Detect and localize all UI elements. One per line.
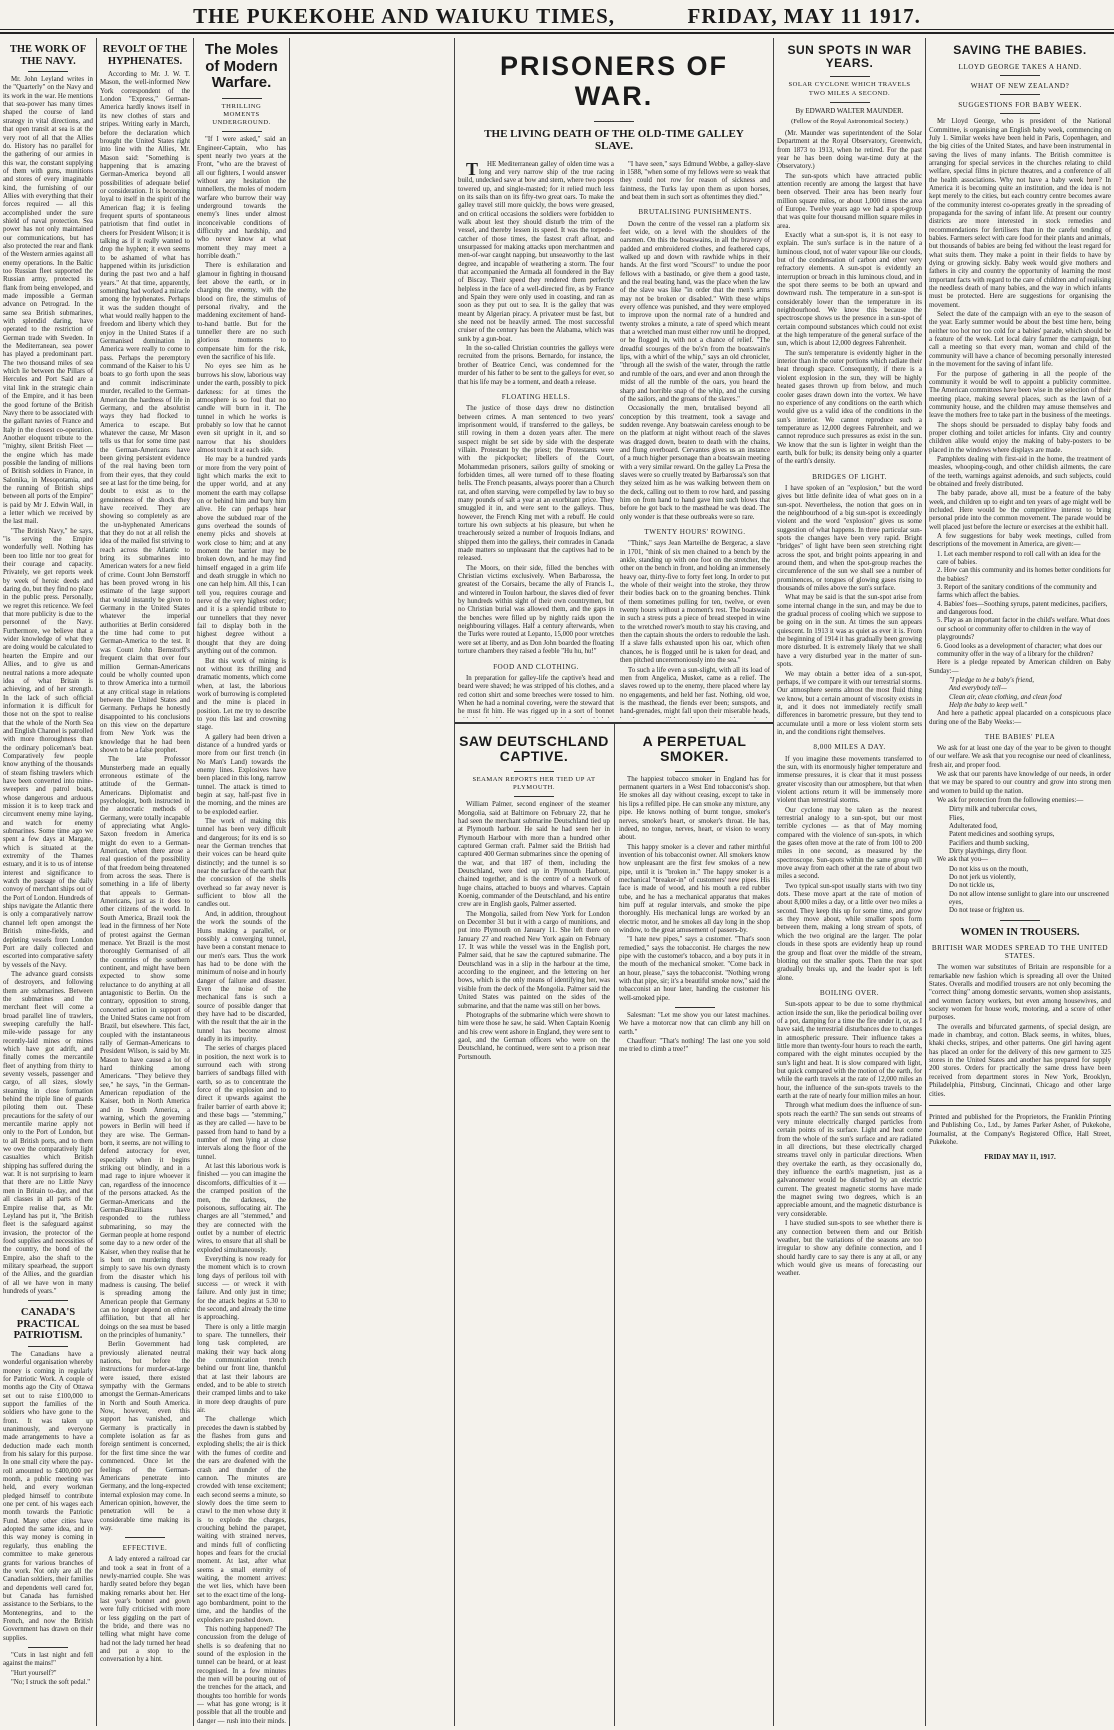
paragraph: Exactly what a sun-spot is, it is not easy to explain. The sun's surface is in the nature of a luminous cloud, not of water vapour like our clouds, but of the condensation of carbon and other very refractory elements. A sun-spot is evidently an interruption or breach in this luminous cloud, and in the spot there seems to be both an upward and downward rush. The temperature in a sun-spot is considerably lower than the temperature in its neighbourhood. We know this because the spectroscope shows us the presence in a sun-spot of certain compound substances which could not exist at the high temperature of the general surface of the sun, which is about 12,000 degrees Fahrenheit. — [777, 231, 922, 348]
paragraph: William Palmer, second engineer of the steamer Mongolia, said at Baltimore on February 22, that he had seen the merchant submarine Deutschland tied up at Plymouth harbour. He said he had seen her in Plymouth Harbour with more than a hundred other captured German craft. Palmer said the British had captured 400 German submarines since the opening of the war, and that 187 of them, including the Deutschland, were tied up in Plymouth Harbour, chained together, and is the centre of a network of huge chains, attached to buoys and wharves. Captain Koenig, commander of the Deutschland, and his entire crew are in English gaols, Palmer asserted. — [458, 801, 610, 909]
section-heading: BRIDGES OF LIGHT. — [812, 472, 887, 481]
paragraph: The sun's temperature is evidently higher in the interior than in the outer portions which radiate their heat through space. Consequently, if there is a violent explosion in the sun, they will be highly heated gases thrown up from below, and much cooler gases drawn down into the vortex. We have no experience of any conditions on the earth which would give us a valid idea of the conditions in the sun's interior. We cannot reproduce such a temperature as 12,000 degrees Fahrenheit, and we cannot reproduce such pressures as exist in the sun. We know that the sun is lighter in weight than the earth, bulk for bulk; its density being only a quarter of the earth's density. — [777, 349, 922, 466]
list-item: Do not tease or frighten us. — [949, 907, 1025, 915]
paragraph: In the so-called Christian countries the galleys were recruited from the prisons. Bernardo, for instance, the brother of Beatrice Cenci, was condemned for the murder of his father to be sent to the galleys for ever, so that his life may be a torment, and death a release. — [458, 345, 614, 386]
section-heading: FOOD AND CLOTHING. — [493, 662, 579, 671]
article-subhead: THRILLING MOMENTS UNDERGROUND. — [212, 102, 271, 126]
paragraph: We may obtain a better idea of a sun-spot, perhaps, if we compare it with our terrestrial storms. Our atmosphere seems almost the most fluid thing we know, but a certain amount of viscosity exists in it, and it does not immediately rectify small differences in barometric pressure, but they tend to accumulate until a more or less violent storm sets in, and the conditions right themselves. — [777, 670, 922, 736]
pledge-line: And everybody tell— — [949, 685, 1007, 693]
joke — [3, 1652, 93, 1687]
paragraph: For the purpose of gathering in all the people of the community it would be well to appoint a publicity committee. The American committees have been wise in the selection of their meeting place, making several places, such as the lawn of a community house, and the children may amuse themselves and leave the mothers free to take part in the business of the meetings. — [929, 370, 1111, 420]
article-body — [100, 71, 190, 1533]
list-item: 6. Good looks as a development of character; what does our community offer in the way of a library for the children? — [937, 642, 1103, 658]
list-item: 2. How can this community and its homes better conditions for the babies? — [937, 567, 1111, 583]
masthead-paper-name: THE PUKEKOHE AND WAIUKU TIMES, — [193, 3, 616, 28]
article-body-left — [458, 158, 614, 718]
paragraph: He may be a hundred yards or more from the very point of light which marks the exit to the upper world, and at any moment the earth may collapse on or behind him and bury him alive. He can perhaps hear above the subdued roar of the guns overhead the sounds of enemy picks and shovels at work close to him; and at any moment the barrier may be broken down, and he may find himself engaged in a grim life and death struggle in which no one can help him. All this, I can tell you, requires courage and nerve of the very highest order; and it is a splendid tribute to our tunnellers that they never fail to display both in the highest degree without a thought that they are doing anything out of the common. — [197, 456, 286, 656]
paragraph: The advance guard consists of destroyers, and following them are submarines. Between the submarines and the merchant fleet will come a broad parallel line of trawlers, sweeping carefully the half-mile-wide passage for any recently-laid mines or mines which have got adrift, and finally comes the mercantile fleet of anything from thirty to seventy vessels, passenger and cargo, of all sizes, slowly steaming in close formation behind the triple line of guards piloting them out. These precautions for the safety of our mercantile marine apply not only to the Port of London, but to all British ports, and to them we owe the comparatively light casualties which British shipping has suffered during the war. It is not surprising to learn that there are no Little Navy men in Britain to-day, and that all classes in all parts of the Empire realise that, as Mr. Leyland has put it, "the British fleet is the safeguard against invasion, the protector of the food supplies and necessities of the country, the bond of the Empire, also the shaft to the military spearhead, the support of the Allies, and the guardian of all we have won in many hundreds of years." — [3, 970, 93, 1295]
list-item: Do not kiss us on the mouth, — [949, 865, 1029, 873]
enemies-list — [929, 806, 1111, 856]
paragraph: The late Professor Munsterberg made an equally erroneous estimate of the attitude of the German-Americans. Diplomatist and psychologist, both instructed in the autocratic methods of Germany, were totally incapable of appreciating what Anglo-Saxon freedom in America might do even to a German-American, when there arose a real question of the possibility of that freedom being threatened from across the seas. There is something in a life of liberty that appeals to German-Americans, just as it does to other citizens of the world. In South America, Brazil took the lead in the firmness of her Note of protest against the German menace. Yet Brazil is the most thoroughly Germanised of all the countries of the southern continent, and might have been expected to show some reluctance to do anything at all antagonistic to Berlin. On the contrary, opposition to strong, concerted action in support of the United States came not from Brazil, but elsewhere. This fact, coupled with the instantaneous rally of German-Americans to President Wilson, is said by Mr. Mason to have caused a lot of hard thinking among Americans. "They believe they see," he says, "in the German-American repudiation of the Kaiser, both in North America and in South America, a warning, which the governing powers in Berlin will heed if they are wise. The German-born, it seems, are not willing to defend autocracy for ever, especially when it begins striking out blindly, and in a mad rage to injure whoever it can, regardless of the innocence of the persons attacked. As the German-Americans and the German-Brazilians have responded to the ruthless submarining, so may the German people at home respond some day to a new order of the Kaiser, when they realise that he is bent on murdering them simply to save his own dynasty from the disaster which his madness is causing. The belief is spreading among the American people that Germany can no longer depend on ethnic affiliation, but that all her doings on the sea must be based on the principles of humanity." — [100, 756, 190, 1339]
masthead — [0, 0, 1114, 34]
paragraph: Two typical sun-spot usually starts with two tiny dots. These move apart at the rate of motion of about 8,000 miles a day, or a little over two miles a second. They keep this up for some time, and grow as they move about, while smaller spots form between them, making a long stream of spots, of which the two original are the larger. The polar clouds in these spots are evidently heap up round the group and float over the middle of the stream, blotting out the smaller spots. Then the rear spot gradually breaks up, and the leader spot is left alone. — [777, 882, 922, 982]
paragraph: "If I were asked," said an Engineer-Captain, who has spent nearly two years at the Front, "who are the bravest of all our fighters, I would answer without any hesitation the tunnellers, the moles of modern warfare who burrow their way underground towards the enemy's lines under almost inconceivable conditions of difficulty and hardship, and who never know at what moment they may meet a horrible death." — [197, 136, 286, 261]
section-heading: FLOATING HELLS. — [501, 392, 571, 401]
paragraph: The overalls and bifurcated garments, of special design, are made in chambray, and cotton. Black seems, in whites, blues, khaki checks, stripes, and other patterns. One girl having agent has placed an order for the delivery of this new garment to 325 stores in the United States and another has prepared for supply 200 stores. Orders for practically the same dress have been received from department stores in New York, Brooklyn, Philadelphia, Pittsburg, Cincinnati, Chicago and other large cities. — [929, 1023, 1111, 1098]
article-deutschland — [455, 728, 613, 1726]
paragraph: Everything is now ready for the moment which is to crown long days of perilous toil with success — or wreck it with failure. And only just in time; for the attack begins at 5.30 to the second, and already the time is approaching. — [197, 1255, 286, 1322]
article-subhead: SEAMAN REPORTS HER TIED UP AT PLYMOUTH. — [472, 775, 596, 792]
joke-line: "No; I struck the soft pedal." — [11, 1678, 91, 1686]
paragraph: This nothing happened? The concussion from the deluge of shells is so deafening that no sound of the explosion in the tunnel can be heard, or at least recognised. In a few minutes the men will be pouring out of the trenches for the attack, and thoughts too horrible for words — what has gone wrong; is it possible that all the trouble and danger — rush into their minds. — [197, 1626, 286, 1725]
article-body — [929, 659, 1111, 676]
article-body — [929, 964, 1111, 1099]
article-body — [3, 1351, 93, 1643]
paragraph: Through what medium does the influence of sun-spots reach the earth? The sun sends out streams of very minute electrically charged particles from certain points of its surface. Light and heat come from the whole of the sun's surface and are radiated in all directions, but these electrically charged streams travel only in particular directions. When they overtake the earth, as they occasionally do, they influence the earth's magnetism, just as a galvanometer would be disturbed by an electric current. The greatest magnetic storms have made the magnet swing two degrees, which is an appreciable amount, and the magnetic disturbance is very considerable. — [777, 1102, 922, 1218]
paragraph: To such a life even a sun-slight, with all its load of men from Angelica, Musket, came as a relief. The slaves rowed up to the enemy, there placed where lay no engagements, and held her fast. Nothing, old woe, is the masthead, the fiends ever been; sunspots, and hand-grenades, might fall upon their miserable heads, — [620, 666, 770, 716]
paragraph: We ask for at least one day of the year to be given to thought of our welfare. We ask that you recognise our need of cleanliness, fresh air, and proper food. — [929, 744, 1111, 769]
paragraph: And here a pathetic appeal placarded on a conspicuous place during one of the Baby Weeks:— — [929, 710, 1111, 726]
paragraph: I have studied sun-spots to see whether there is any connection between them and our British weather, but the variations of the seasons are too irregular to show any definite connection, and I should hardly care to say there is any at all, or any which would give us means of forecasting our weather. — [777, 1220, 922, 1278]
paragraph: We ask that you— — [937, 856, 988, 864]
paragraph: Here is a pledge repeated by American children on Baby Sunday:— — [929, 659, 1111, 675]
paragraph: There is only a little margin to spare. The tunnellers, their long task completed, are making their way back along the communication trench behind our front line, thankful that at last their labours are ended, and to be able to stretch their cramped limbs and to take in more deep draughts of pure air. — [197, 1323, 286, 1415]
masthead-date: FRIDAY, MAY 11 1917. — [687, 3, 921, 28]
pledge-line: "I pledge to be a baby's friend, — [949, 676, 1034, 684]
article-headline: A PERPETUAL SMOKER. — [642, 733, 747, 765]
article-body — [197, 136, 286, 1726]
article-headline: WOMEN IN TROUSERS. — [960, 926, 1080, 938]
paragraph: But this work of mining is not without its thrilling and dramatic moments, which come when, at last, the laborious work of burrowing is completed and the mine is placed in position. Let me try to describe to you this last and crowning stage. — [197, 657, 286, 732]
article-headline: CANADA'S PRACTICAL PATRIOTISM. — [13, 1307, 83, 1342]
paragraph: THE Mediterranean galley of olden time was a long and very narrow ship of the true racing build, undecked save at bow and stern, where two poops towered up, and single-masted; for it relied much less on its sails than on its fifty-two great oars. To make the galley travel still more quickly, the bows were greased, and on critical occasions the soldiers were forbidden to walk about lest they should disturb the trim of the vessel, and thereby lessen its speed. It was the torpedo-catcher of those times, the fastest craft afloat, and unsurpassed for making attacks upon merchantmen and men-of-war caught napping, but unseaworthy to the last degree, and incapable of weathering a storm. The four that accompanied the Armada all foundered in the Bay of Biscay. Their speed they rendered them perfectly helpless in the face of a well-directed fire, as by France and Spain they were only used in coasting, and ran as soon as they put out to sea. It is the galley that was meant by Algerian piracy. A privateer must be fast, but she need not be heavily armed. The most successful cruiser of the century has been the Alabama, which was sunk by a gun-boat. — [458, 158, 614, 343]
list-item: 3. Report of the sanitary conditions of the community and farms which affect the babies. — [937, 584, 1097, 600]
paragraph: There is exhilaration and glamour in fighting in thousand feet above the earth, or in charging the enemy, with the blood on fire, the stimulus of personal rivalry, and the maddening excitement of hand-to-hand battle. But for the tunneller there are no such glorious moments to compensate him for the risk, even the sacrifice of his life. — [197, 262, 286, 362]
article-headline: THE WORK OF THE NAVY. — [9, 44, 87, 67]
column-navy — [0, 38, 96, 1726]
list-item: Pacifiers and thumb sucking, — [949, 839, 1029, 847]
paragraph: A lady entered a railroad car and took a seat in front of a newly-married couple. She was hardly seated before they began making remarks about her. Her last year's bonnet and gown were fully criticised with more or less giggling on the part of the bride, and there was no telling what might have come had not the lady turned her head and put a stop to the conversation by a hint. — [100, 1556, 190, 1664]
article-headline: PRISONERS OF WAR. — [499, 51, 729, 111]
article-prisoners — [455, 38, 773, 718]
list-item: Patent medicines and soothing syrups, — [949, 831, 1055, 839]
list-item: Adulterated food, — [949, 823, 998, 831]
article-body — [929, 118, 1111, 550]
article-headline: SAW DEUTSCHLAND CAPTIVE. — [459, 733, 609, 765]
paragraph: The Mongolia, sailed from New York for London on December 31 but it with a cargo of munitions, and put into Plymouth on January 11. She left there on January 27 and reached New York again on February 17. It was while the vessel was in the English port, Palmer said, that he saw the captured submarine. The Deutschland was in a slip in the harbour at the time, according to the engineer, and the lettering on her bows, which is the only means of identifying her, was visible from the deck of the Mongolia. Palmer said the United States was painted on the sides of the submarine, and that the name was still on her bows. — [458, 910, 610, 1010]
list-item: Dirty milk and tubercular cows, — [949, 806, 1037, 814]
paragraph: The baby parade, above all, must be a feature of the baby week, and children up to eight and ten years of age might well be included. Here would be the competitive interest to bring personal pride into the common movement. The parade would be well placed just before the lecture or exercises at the exhibit hall. — [929, 490, 1111, 531]
article-smoker — [616, 728, 773, 1726]
paragraph: Photographs of the submarine which were shown to him were those he saw, he said. When Captain Koenig and his crew went ashore in England, they were sent to gaol, and the German officers who were on the Deutschland, he continued, were sent to a prison near Portsmouth. — [458, 1011, 610, 1061]
list-item: 1. Let each member respond to roll call with an idea for the care of babies. — [937, 550, 1101, 567]
pledge-line: Clean air, clean clothing, and clean food — [949, 693, 1062, 701]
paragraph: The happiest tobacco smoker in England has for permanent quarters in a West End tobacconist's shop. He smokes all day without ceasing, except to take in his lips a refilled pipe. He can smoke any mixture, any pipe. He knows nothing of burnt tongue, smoker's nerves, smoker's heart, or smoker's throat. He has, indeed, no tongue, nerves, heart, or vision to worry about. — [619, 775, 770, 842]
paragraph: Sun-spots appear to be due to some rhythmical action inside the sun, like the periodical boiling over of a pot, damping for a time the fire under it, or, as I have said, the terrestrial disturbances due to changes in atmospheric pressure. Their influence takes a little more than twenty-four hours to reach the earth, compared with the eight minutes occupied by the sun's light and heat. It is slow compared with light, but quick compared with the motion of the earth, for while the earth travels at the rate of 12,000 miles an hour, the influence of the sun-spots travels to the earth at the rate of nearly four million miles an hour. — [777, 1001, 922, 1100]
column-divider — [289, 38, 290, 1726]
paragraph: "I have seen," says Edmund Webbe, a galley-slave in 1588, "when some of my fellows were so weak that they could not row for reason of sickness and faintness, the Turks lay upon them as upon horses, and beat them in such sort as oftentimes they died." — [620, 160, 770, 201]
printer-notice: Printed and published for the Proprietors, the Franklin Printing and Publishing Co., Ltd., by James Parker Asher, of Pukekohe, Journalist, at the Company's Registered Office, Hall Street, Pukekohe. — [929, 1105, 1111, 1147]
article-body — [100, 1556, 190, 1664]
paragraph: Pamphlets dealing with first-aid in the home, the treatment of measles, whooping-cough, and other childish ailments, the care of the teeth, warnings against adenoids, and such subjects, could be obtained and freely distributed. — [929, 455, 1111, 488]
joke-line: Chauffeur: "That's nothing! The last one you sold me tried to climb a tree!" — [619, 1038, 770, 1054]
paragraph: The sun-spots which have attracted public attention recently are among the largest that have been observed. Their area has been nearly four million square miles, or about 1,000 times the area of Europe. Twelve years ago we had a spot-group that was quite four thousand million square miles in area. — [777, 172, 922, 230]
paragraph: What may be said is that the sun-spot arise from some internal change in the sun, and may be due to the gradual process of cooling which we suppose to be going on in the sun. At times the sun appears quiescent. In 1913 it was as quiet as ever it is. From the beginning of 1914 it has gradually been growing more disturbed. It is extremely likely that we shall have a very disturbed year in the matter of sun-spots. — [777, 594, 922, 669]
joke-line: "Cuts in last night and fell against the mains!" — [3, 1651, 93, 1668]
article-subheadline: THE LIVING DEATH OF THE OLD-TIME GALLEY SLAVE. — [484, 128, 744, 153]
article-subhead: BRITISH WAR MODES SPREAD TO THE UNITED STATES. — [931, 944, 1109, 961]
article-subhead: SOLAR CYCLONE WHICH TRAVELS TWO MILES A SECOND. — [788, 81, 911, 97]
article-body — [929, 710, 1111, 727]
paragraph: And, in addition, throughout the work the sounds of the Huns making a parallel, or possibly a converging tunnel, have been a constant menace to our men's ears. Thus the work has had to be done with the minimum of noise and in hourly danger of failure and disaster. Even the noise of the mechanical fans is such a source of possible danger that they have had to be discarded, with the result that the air in the tunnel has become almost deadly in its impurity. — [197, 910, 286, 1043]
paragraph: The challenge which precedes the dawn is stabbed by the flashes from guns and exploding shells; the air is thick with the fumes of cordite and the ears are deafened with the crash and thunder of the cannon. The minutes are crowded with tense excitement; each second seems a minute, so slowly does the time seem to crawl to the men whose duty it is to explode the charges, crouching behind the parapet, waiting with strained nerves, and minds full of conflicting hopes and fears for the crucial moment. At last, after what seems a small eternity of waiting, the moment arrives: the wet lies, which have been set to the exact time of the long-ago bombardment, point to the time, and the handles of the exploders are pushed down. — [197, 1416, 286, 1624]
column-hyphenates — [97, 38, 193, 1726]
section-heading: BRUTALISING PUNISHMENTS. — [638, 208, 752, 217]
paragraph: The series of charges placed in position, the next work is to surround each with strong barriers of sandbags filled with earth, so as to concentrate the force of the explosion and to direct it upwards against the frailer barrier of earth above it; and these bags — "stemming," as they are called — have to be passed from hand to hand by a number of men lying at close intervals along the floor of the tunnel. — [197, 1045, 286, 1161]
joke — [619, 1012, 770, 1055]
paragraph: The shops should be persuaded to display baby foods and proper clothing and toilet articles for infants. City and country children alike would enjoy the making of baby-posters to be placed in the windows where displays are made. — [929, 421, 1111, 454]
article-subhead: LLOYD GEORGE TAKES A HAND. — [958, 63, 1082, 72]
paragraph: Occasionally the men, brutalised beyond all conception by this treatment, took a savage and sudden revenge. Any boatswain careless enough to be on the platform at night without reach of the slaves was dragged down, beaten to death with the chains, and flung overboard. Cervantes gives us an instance of a much higher personage than a boatswain meeting with a very similar reward. On the galley La Presa the slaves were so cruelly treated by Barbarossa's son that they seized him as he was walking between them on the deck, calling out to them to row hard, and passing him on from hand to hand gave him such blows that before he got back to the masthead he was dead. The only wonder is that these outbreaks were so rare. — [620, 405, 770, 521]
article-headline: SAVING THE BABIES. — [953, 43, 1087, 57]
list-item: 4. Babies' foes—Soothing syrups, patent medicines, pacifiers, and dangerous food. — [937, 600, 1108, 617]
article-body — [3, 76, 93, 1296]
paragraph: I have spoken of an "explosion," but the word gives but little definite idea of what goes on in a sun-spot. Nevertheless, the notion that goes on in the neighbourhood of a big sun-spot is exceedingly violent and the word "explosion" gives us some suggestion of what happens. In three particular sun-spots the changes have been very rapid. Bright "bridges" of light have been seen stretching right across the spot, and bright points appearing in and around them, and when the spot-group reaches the circumference of the sun we shall see a number of prominences, or tongues of glowing gases rising to thousands of miles above the sun's surface. — [777, 484, 922, 593]
joke-line: Salesman: "Let me show you our latest machines. We have a motorcar now that can climb any hill on earth." — [619, 1012, 770, 1036]
article-body — [619, 776, 770, 1003]
paragraph: According to Mr. J. W. T. Mason, the well-informed New York correspondent of the London "Express," German-America hardly knows itself in its new clothes of stars and stripes. Writing early in March, before the declaration which brought the United States right into line with the Allies, Mr. Mason said: "Something is happening that is amazing German-America beyond all possibilities of adequate belief or consideration. It is becoming loyal to itself in the spirit of the American flag; it is feeling frequent spurts of spontaneous patriotism that find outlet in cheers for President Wilson; it is talking as if it really wanted to drop the hyphen; it even seems to be ashamed of what has happened within its jurisdiction during the past two and a half years." At that time, apparently, something had worked a miracle among the hyphenates. Perhaps it was the sudden thought of what would really happen to the freedom and liberty which they enjoy in the United States if a Germanised domination in America were really to come to pass. Perhaps the peremptory command of the Kaiser to his U boats to go forth upon the seas and commit indiscriminate murder, recalled to the German-American the hardness of life in Germany, and the absolutist ways they had flocked to America to escape. But whatever the cause, Mr Mason tells us that for some time past the German-Americans have been giving persistent evidence of the real having been torn from their eyes, that they could see at last for the time being, for doubt to exist as to the genuineness of the shock they have received. They are showing so completely as are the un-hyphenated Americans that they do not at all relish the idea of the mailed fist striving to reach across the Atlantic to bring its submarines into American waters for a new field of crime. Count John Bernstorff has been proved wrong in his estimate of the large support that would instantly be given to Germany in the United States whatever the imperial authorities at Berlin considered the time had come to put German-America to the test. It was Count John Bernstorff's frequent claim that over four million German-Americans could be wholly counted upon to throw America into a turmoil at any critical stage in relations between the United States and Germany. Perhaps he honestly disappointed to his conclusions on this view on the departure from New York was the knowledge that he had been shown to be a false prophet. — [100, 71, 190, 754]
suggestion-list — [929, 551, 1111, 659]
article-body-right — [620, 161, 770, 718]
section-heading: TWENTY HOURS' ROWING. — [644, 528, 746, 536]
column-divider — [614, 724, 615, 1726]
paragraph: At last this laborious work is finished — you can imagine the discomforts, difficulties of it — the cramped position of the men, the darkness, the poisonous, suffocating air. The charges are all "stemmed," and they are connected with the outlet by a number of electric wires, to ensure that all shall be exploded simultaneously. — [197, 1163, 286, 1254]
list-item: Flies, — [949, 814, 965, 822]
paragraph: Mr Lloyd George, who is president of the National Committee, is organising an English baby week, commencing on July 1. Similar weeks have been held in Paris, Copenhagen, and the big cities of the United States, and have been instrumental in saving the lives of many infants. The British committee is arranging for special services in the churches relating to child welfare, special films in picture theatres, and a conference of all the health associations. Why not have a baby week here? In America it is becoming quite an institution, and the idea is not kept merely to the cities, but each country centre becomes aware of the community interest co-operates greatly in the spreading of propaganda for the saving of infant life. At present our country districts are more interested in stock remedies and recommendations for fertilisers than in the careful tending of babies. Farmers select with care food for their plants and animals, but thousands of babies are being fed without the least regard for what suits them. They make a point in their fields to have by dying or growing sickly. Baby week would give mothers and fathers in city and country the opportunity of learning the most important facts with regard to the care of children and of realising the needless death of many babies, and the way in which infants must be protected. Here are suggestions for organising the movement. — [929, 118, 1111, 309]
paragraph: In preparation for galley-life the captive's head and beard were shaved; he was stripped of his clothes, and a red cotton shirt and some breeches were tossed to him. When he had a nominal covering, were the steward that he must fit him. He was rigged up in a sort of bonnet — [458, 674, 614, 716]
list-item: Do not jerk us violently, — [949, 874, 1016, 882]
article-body — [929, 745, 1111, 805]
article-body — [929, 856, 1111, 864]
asks-list — [929, 866, 1111, 916]
intro-note: (Mr. Maunder was superintendent of the Solar Department at the Royal Observatory, Greenwich, from 1873 to 1913, when he retired. For the past year he has been doing war-time duty at the Observatory.) — [777, 129, 922, 171]
section-heading: EFFECTIVE. — [122, 1544, 168, 1553]
article-body — [458, 801, 610, 1062]
paragraph: The Moors, on their side, filled the benches with Christian victims exclusively. When Barbarossa, the greatest of the Corsairs, became the ally of Francis I., and wintered in Toulon harbour, the slaves died of fever by hundreds within sight of their own countrymen, but no Christian burial was allowed them, and the gaps in the benches were filled up by nightly raids upon the neighbouring villages. Half a century afterwards, when the Turks were routed at Lepanto, 15,000 poor wretches were set at liberty, and as Don John boarded the floating torture chambers they raised a feeble "Hu hu, hu!" — [458, 564, 614, 656]
paragraph: The justice of those days drew no distinction between crimes. A man sentenced to two years' imprisonment would, if transferred to the galleys, be still rowing in them a dozen years after. The mere suspect might be set side by side with the desperate villain. Protestant by the priest; the Protestants were with the pickpocket; libellers of the Court, Mohammedan prisoners, sailors guilty of smoking or forbidden times, all were turned off to these floating hells. The French peasants, always poorer than a Church rat, and often starving, were compelled by law to buy so many pounds of salt a year at an exorbitant price. They smuggled it in, and were sent to the galleys. Thus, however, the French King met with a rebuff. He could torture his own subjects at his pleasure, but when he treacherously seized a number of Iroquois Indians, and shipped them into the galleys, their comrades in Canada made matters so unpleasant that the captives had to be released. — [458, 405, 614, 563]
paragraph: The work of making this tunnel has been very difficult and dangerous; for its end is so near the German trenches that their voices can be heard quite distinctly; and the tunnel is so near the surface of the earth that the concussion of the shells overhead so far away never is sufficient to blow all the candles out. — [197, 818, 286, 909]
article-headline: The Moles of Modern Warfare. — [204, 41, 279, 91]
paragraph: Our cyclone may be taken as the nearest terrestrial analogy to a sun-spot, but our most terrible cyclones — as that of May morning compared with the violence of sun-spots, in which the gases often move at the rate of from 100 to 200 miles in one second, as measured by the spectroscope. Sun-spots within the same group will move away from each other at the rate of about two miles a second. — [777, 806, 922, 881]
column-moles — [194, 38, 289, 1726]
masthead-title — [193, 4, 921, 29]
paragraph: This happy smoker is a clever and rather mirthful invention of his tobacconist owner. All smokers know how unpleasant are the first few smokes of a new pipe, until it is "broken in." The happy smoker is a mechanical "breaker-in" of customers' new pipes. His face is made of wood, and his mouth a red rubber tube, and he has a mechanical apparatus that makes him puff at regular intervals, and smoke the pipe thoroughly. His mechanical lungs are worked by an electric motor, and he smokes all day long in the shop window, to the great amusement of passers-by. — [619, 843, 770, 934]
byline-credentials: (Fellow of the Royal Astronomical Society.) — [791, 117, 908, 125]
article-headline: SUN SPOTS IN WAR YEARS. — [787, 43, 912, 71]
article-subhead: SUGGESTIONS FOR BABY WEEK. — [958, 101, 1082, 110]
paragraph: Select the date of the campaign with an eye to the season of the year. Early summer would be about the best time here, being neither too hot nor too cold for a babies' parade, which should be a feature of the week. Let local dairy farmer the campaign, but call a meeting so that every man, woman and child of the community will have a chance of becoming personally interested in the movement for the saving of infant life. — [929, 311, 1111, 369]
paragraph: If you imagine these movements transferred to the sun, with its enormously higher temperature and immense pressures, it is clear that it must possess greater viscosity than our atmosphere, but that when violent actions return it will be immensely more violent than terrestrial storms. — [777, 755, 922, 805]
paragraph: "Think," says Jean Marteilhe de Bergerac, a slave in 1701, "think of six men chained to a bench by the ankle, standing up with one foot on the stretcher, the other on the bench in front, and holding an immensely heavy oar, thirty-five to forty feet long. In order to put the whole of their weight into the stroke, they throw their bodies back on to the groaning benches. Think of them sometimes pulling for ten, twelve, or even twenty hours without a moment's rest. The boatswain in such a stress puts a piece of bread steeped in wine to the wretched rower's mouth to stay his craving, and then the captain shouts the orders to redouble the lash. If a slave falls exhausted upon his oar, which often chances, he is flogged until he is taken for dead, and then pitched unceremoniously into the sea." — [620, 540, 770, 665]
paragraph: A gallery had been driven a distance of a hundred yards or more from our first trench (in No Man's Land) towards the enemy lines. Explosives have been placed in this long, narrow tunnel. The attack is timed to begin at say, half-past five in the morning, and the mines are to be exploded earlier. — [197, 733, 286, 816]
column-sunspots — [774, 38, 925, 1726]
paragraph: We ask for protection from the following enemies:— — [937, 797, 1084, 804]
column-babies — [926, 38, 1114, 1726]
section-heading: 8,000 MILES A DAY. — [813, 743, 886, 752]
pledge-line: Help the baby to keep well." — [949, 701, 1027, 709]
section-heading: BOILING OVER. — [819, 988, 880, 997]
paragraph: The women war substitutes of Britain are responsible for a remarkable new fashion which is spreading all over the United States. Overalls and modified trousers are not only becoming the "correct thing" among domestic servants, women shop assistants, and women factory workers, but even among housewives, and society women for house work, motoring, and a score of other purposes. — [929, 964, 1111, 1022]
paragraph: Down the centre of the vessel ran a platform six feet wide, on a level with the shoulders of the oarsmen. On this the boatswains, in all the bravery of padded and embroidered clothes, and feathered caps, walked up and down with rawhide whips in their hands. At the first word "Scours!" to undue the poor fellows with a bastinado, or give them a good taste, and the real beating hand, was the place when the law of the slave was like "in order that the men's arms may not be broken or disabled." With these whips every offence was punished, and they were employed to improve upon the normal rate of a hundred and twenty strokes a minute, a rate of speed which meant that a wretched man must either row until he dropped, or be flogged in, with not a chance of relief. "The dreadful scourges of the bo's'n from the boatswain's lips, with a whirl of the whip," says an old chronicler, "through all the swish of the water, through the rattle and rumble of the oars, and ever and anon through the midst of all the rumble of the oars, you heard the sharp and horrible snap of the whip, and the cursing of the sailors, and the groans of the slaves." — [620, 220, 770, 403]
paragraph: No eyes see him as he burrows his slow, laborious way under the earth, possibly to pick darkness: for at times the atmosphere is so foul that no candle will burn in it. The tunnel in which he works is probably so low that he cannot even sit upright in it, and so narrow that his shoulders almost touch it at each side. — [197, 363, 286, 454]
paragraph: Berlin Government had previously alienated neutral nations, but before the instructions for murder-at-large were issued, there existed sympathy with the Germans amongst the German-Americans in North and South America. Now, however, even this support has vanished, and Germany is practically in complete isolation as far as foreign sentiment is concerned, for the first time since the war commenced. Once let the feelings of the German-Americans penetrate into Germany, and the long-expected internal explosion may come. In American opinion, however, the penetration will be a considerable time making its way. — [100, 1341, 190, 1532]
pledge — [929, 677, 1111, 710]
list-item: 5. Play as an important factor in the child's welfare. What does our school or community offer to children in the way of playgrounds? — [937, 617, 1110, 642]
article-headline: REVOLT OF THE HYPHENATES. — [102, 44, 188, 67]
paragraph: The Canadians have a wonderful organisation whereby money is coming in regularly for Patriotic Work. A couple of months ago the City of Ottawa set out to raise £100,000 to support the families of the soldiers who have gone to the front. It was taken up unanimously, and everyone made arrangements to have a deduction made each month from his salary for this purpose. In one small city where the pay-roll amounted to £400,000 per month, a public meeting was held, and every workman pledged himself to contribute one per cent. of his wages each month towards the Patriotic Fund. Many other cities have adopted the same idea, and in this way money is coming in regularly, thus enabling the committee to make generous grants for various branches of the work. Not only are all the Canadian soldiers, their families and dependents well cared for, but Canada has furnished assistance to the Serbians, to the Montenegrins, and to the French, and now the British Government has drawn on their supplies. — [3, 1350, 93, 1642]
section-heading: THE BABIES' PLEA — [984, 732, 1056, 741]
joke-line: "Hurt yourself?" — [11, 1669, 57, 1677]
list-item: Do not tickle us, — [949, 882, 995, 890]
list-item: Do not allow intense sunlight to glare into our unscreened eyes, — [949, 890, 1109, 907]
list-intro: A few suggestions for baby week meetings, culled from descriptions of the movement in America, are given:— — [929, 533, 1111, 549]
article-subhead: WHAT OF NEW ZEALAND? — [970, 82, 1070, 91]
paragraph: We ask that our parents have knowledge of our needs, in order that we may be spared to our country and grow into strong men and women to build up the nation. — [929, 770, 1111, 795]
dateline: FRIDAY MAY 11, 1917. — [984, 1153, 1056, 1162]
paragraph: Mr. John Leyland writes in the "Quarterly" on the Navy and its work in the war. He mentions that sea-power has many times shaped the course of land strategy in vital directions, and that open transit at sea is at the very root of all that the Allies do. History has no parallel for the gathering of our armies in this war, the constant supplying of them with guns, munitions and stores of every imaginable kind, the furnishing of our Allies with everything that their forces required — all this accomplished under the sure shield of naval protection. Sea power has not only maintained our communications, but has also protected the rear and flank of the Western armies against all enemy operations. In the Baltic too Russian fleet supported the Russian army, protected its flank from being enveloped, and made impossible a German advance on Petrograd. In the same sea British submarines, with splendid daring, have operated to the restriction of German trade with Sweden. In the Mediterranean, sea power has played a predominant part. The two thousand miles of sea which lie between the Pillars of Hercules and Port Said are a vital link in the strategic chain of the Empire, and it has been the good fortune of the British Navy there to be associated with the gallant navies of France and Italy in the closest co-operation. Another eloquent tribute to the "mighty, silent British Fleet — the engine which has made possible the landing of millions of British soldiers in France, in Salonika, in Mesopotamia, and the running of British ships between all ports of the Empire" is paid by Mr J. Edwin Wall, in a letter which we received by the last mail. — [3, 76, 93, 526]
article-body — [777, 130, 922, 1279]
list-item: Dirty playthings, dirty floor. — [949, 848, 1027, 856]
byline: By EDWARD WALTER MAUNDER. — [795, 106, 904, 115]
paragraph: "I hate new pipes," says a customer. "That's soon remedied," says the tobacconist. He charges the new pipe with the customer's tobacco, and a boy puts it in the mouth of the mechanical smoker. "Come back in an hour, please," says the tobacconist. "Nothing wrong with that pipe, sir; it's a beautiful smoke now," said the tobacconist an hour later, handing the customer his well-smoked pipe. — [619, 936, 770, 1002]
paragraph: "The British Navy," he says, "is serving the Empire wonderfully well. Nothing has been too little nor too great for their courage and capacity. Privately, we get reports week by week of heroic deeds and daring do, but they find no place in the public press. Personally, we regret this reticence. We feel that more publicity is due to the personnel of the Navy. Furthermore, we believe that a wider knowledge of what they are doing would be calculated to hearten the Empire and our Allies, and to give us and neutral nations a more adequate idea of what Britain is achieving, and of her strength. In the lack of such official information it is difficult for those not on the spot to realise that the whole of the North Sea and English Channel is patrolled with more thoroughness than the ordinary policeman's beat. Comparatively few people know anything of the thousands of steam fishing trawlers which have been converted into mine-sweepers and patrol boats, whose dangerous and arduous mission it is to keep track and circumvent enemy mine laying, and watch for enemy submarines. Some time ago we spent a few days at Margate, which is situated at the extremity of the Thames estuary, and it is to us of intense interest and significance to watch the passage of the daily convoy of merchant ships out of the Port of London. Hundreds of ships navigate the Atlantic there is only a comparatively narrow channel left open amongst the British mine-fields, and depleting vessels from London Port are daily collected and escorted into comparative safety by vessels of the Navy. — [3, 527, 93, 969]
